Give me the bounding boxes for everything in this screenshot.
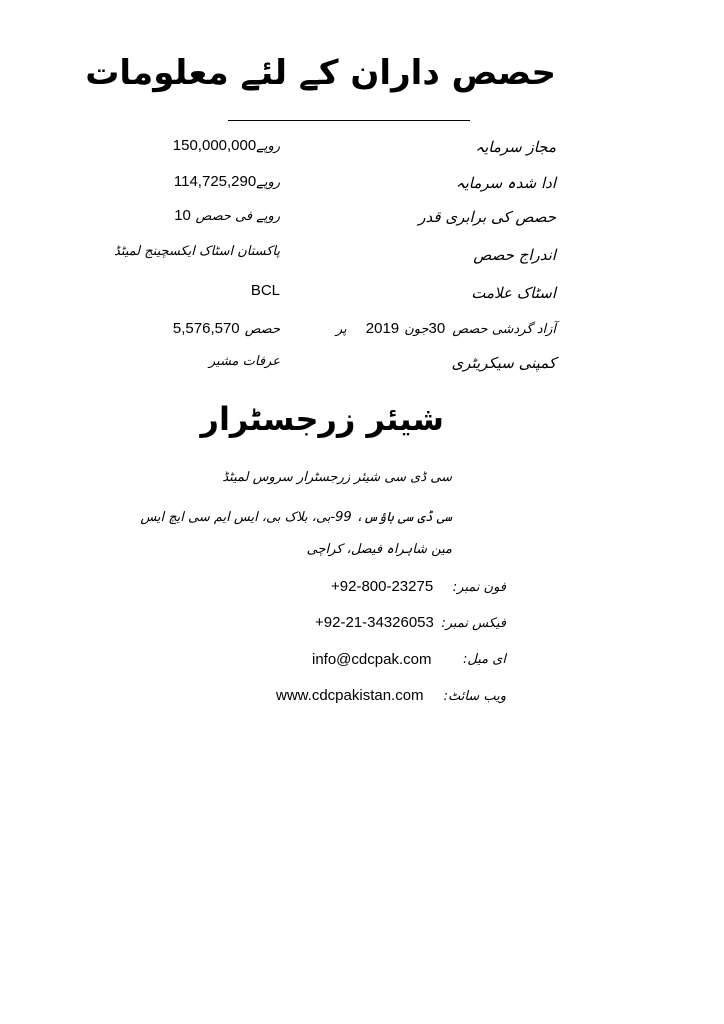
free-float-label: آزاد گردشی حصص — [452, 322, 556, 337]
paid-up-capital-label: ادا شدہ سرمایہ — [455, 174, 556, 192]
paid-up-capital-number: 114,725,290 — [173, 173, 257, 190]
free-float-day: 30 — [428, 320, 446, 337]
website-label: ویب سائٹ: — [443, 689, 506, 704]
fax-value: +92-21-34326053 — [315, 614, 434, 631]
page-title: حصص داران کے لئے معلومات — [85, 53, 556, 93]
authorized-capital-unit: روپے — [256, 139, 280, 154]
free-float-date — [366, 318, 445, 337]
authorized-capital-value — [173, 136, 280, 154]
authorized-capital-number: 150,000,000 — [172, 137, 257, 154]
listing-value: پاکستان اسٹاک ایکسچینج لمیٹڈ — [114, 244, 280, 259]
paid-up-capital-unit: روپے — [256, 175, 280, 190]
stock-symbol-label: اسٹاک علامت — [471, 284, 556, 302]
free-float-unit: حصص — [244, 322, 280, 337]
listing-label: اندراج حصص — [473, 246, 556, 264]
par-value-unit: روپے فی حصص — [195, 209, 280, 224]
free-float-year: 2019 — [365, 320, 400, 337]
email-value[interactable]: info@cdcpak.com — [312, 651, 432, 668]
free-float-row — [172, 318, 556, 337]
free-float-at: پر — [335, 322, 347, 337]
free-float-value — [173, 318, 280, 337]
registrar-address-line2: مین شاہراہ فیصل، کراچی — [306, 542, 452, 557]
paid-up-capital-value — [174, 172, 280, 190]
phone-label: فون نمبر: — [452, 580, 506, 595]
fax-label: فیکس نمبر: — [441, 616, 506, 631]
registrar-address-line1: سی ڈی سی ہاؤس، 99-بی، بلاک بی، ایس ایم سی ایچ ایس — [140, 510, 452, 525]
phone-value: +92-800-23275 — [331, 578, 434, 595]
authorized-capital-label: مجاز سرمایہ — [475, 138, 556, 156]
company-secretary-value: عرفات مشیر — [208, 354, 280, 369]
title-underline — [228, 120, 470, 121]
company-secretary-label: کمپنی سیکریٹری — [451, 354, 556, 372]
email-label: ای میل: — [462, 652, 506, 667]
registrar-name: سی ڈی سی شیئر زرجسٹرار سروس لمیٹڈ — [222, 470, 452, 485]
registrar-heading: شیئر زرجسٹرار — [200, 400, 444, 438]
par-value-number: 10 — [174, 207, 191, 224]
stock-symbol-value: BCL — [250, 282, 280, 299]
par-value-value — [174, 206, 280, 224]
website-value[interactable]: www.cdcpakistan.com — [276, 687, 424, 704]
free-float-number: 5,576,570 — [172, 320, 240, 337]
par-value-label: حصص کی برابری قدر — [418, 208, 556, 226]
free-float-month: جون — [404, 322, 429, 337]
